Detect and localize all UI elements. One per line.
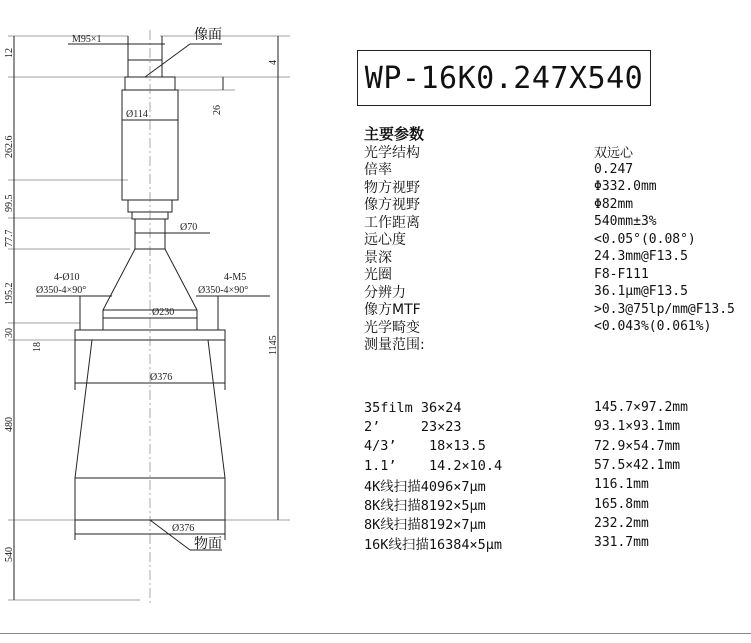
spec-row	[364, 161, 749, 179]
spec-label: 物方视野	[364, 179, 420, 196]
d70-label: Ø70	[180, 222, 198, 233]
sensor-row	[364, 417, 749, 436]
sensor-row	[364, 533, 749, 552]
model-title-box	[357, 50, 651, 106]
spec-label: 光学畸变	[364, 319, 420, 336]
d376-bottom-label: Ø376	[172, 523, 195, 534]
dim-26: 26	[212, 105, 223, 115]
spec-row	[364, 318, 749, 336]
d114-label: Ø114	[126, 109, 148, 120]
spec-value: 24.3mm@F13.5	[594, 249, 688, 265]
holes-right-a: 4-M5	[224, 272, 247, 283]
spec-row	[364, 336, 749, 354]
dim-18: 18	[32, 342, 43, 352]
spec-value: 0.247	[594, 161, 634, 177]
spec-value: 双远心	[594, 146, 634, 162]
dim-77-7: 77.7	[4, 229, 15, 247]
sensor-row	[364, 398, 749, 417]
holes-left-leader	[36, 296, 112, 330]
sensor-table	[364, 398, 749, 552]
spec-table	[364, 126, 749, 353]
dim-195-2: 195.2	[4, 282, 15, 305]
spec-label: 像方MTF	[364, 302, 421, 319]
spec-value: >0.3@75lp/mm@F13.5	[594, 301, 735, 317]
holes-left-a: 4-Ø10	[54, 272, 80, 283]
spec-value: F8-F111	[594, 266, 649, 282]
sensor-row	[364, 456, 749, 475]
sensor-row	[364, 437, 749, 456]
bottom-divider	[0, 633, 751, 634]
spec-row	[364, 178, 749, 196]
spec-label: 光学结构	[364, 144, 420, 161]
spec-value: Φ82mm	[594, 196, 634, 212]
sensor-field: 331.7mm	[594, 535, 649, 551]
spec-label: 分辨力	[364, 284, 406, 301]
spec-value: <0.05°(0.08°)	[594, 231, 696, 247]
spec-row	[364, 248, 749, 266]
spec-label: 光圈	[364, 267, 392, 284]
lens-outline-drawing	[0, 0, 340, 643]
sensor-name: 2’ 23×23	[364, 418, 462, 435]
spec-row	[364, 231, 749, 249]
dim-480: 480	[4, 417, 15, 432]
spec-value: Φ332.0mm	[594, 179, 657, 195]
sensor-row	[364, 475, 749, 494]
sensor-name: 1.1’ 14.2×10.4	[364, 457, 503, 474]
spec-label: 远心度	[364, 232, 406, 249]
sensor-field: 93.1×93.1mm	[594, 419, 681, 435]
d376-top-label: Ø376	[150, 372, 173, 383]
dim-99-5: 99.5	[4, 194, 15, 212]
spec-row	[364, 301, 749, 319]
sensor-field: 232.2mm	[594, 515, 649, 531]
sensor-name: 16K线扫描16384×5μm	[364, 536, 503, 553]
dim-540: 540	[4, 547, 15, 562]
sensor-name: 4/3’ 18×13.5	[364, 438, 486, 455]
dim-262-6: 262.6	[4, 135, 15, 158]
sensor-name: 8K线扫描8192×5μm	[364, 498, 486, 515]
spec-value: 540mm±3%	[594, 214, 657, 230]
spec-heading: 主要参数	[364, 125, 425, 143]
spec-label: 测量范围:	[364, 337, 425, 354]
sensor-row	[364, 494, 749, 513]
object-plane-label: 物面	[194, 536, 222, 552]
spec-label: 像方视野	[364, 197, 420, 214]
sensor-field: 72.9×54.7mm	[594, 438, 681, 454]
holes-right-b: Ø350-4×90°	[198, 285, 249, 296]
dim-30: 30	[4, 328, 15, 338]
sensor-row	[364, 514, 749, 533]
spec-label: 倍率	[364, 162, 392, 179]
sensor-field: 165.8mm	[594, 496, 649, 512]
d230-label: Ø230	[152, 307, 175, 318]
sensor-name: 8K线扫描8192×7μm	[364, 517, 486, 534]
spec-value: <0.043%(0.061%)	[594, 319, 712, 335]
image-plane-label: 像面	[194, 27, 222, 43]
sensor-name: 35film 36×24	[364, 399, 462, 416]
left-dimension-labels	[4, 48, 43, 562]
thread-label: M95×1	[72, 34, 102, 45]
spec-row	[364, 283, 749, 301]
spec-row	[364, 266, 749, 284]
dim-4: 4	[268, 60, 279, 65]
spec-label: 工作距离	[364, 214, 420, 231]
sensor-field: 57.5×42.1mm	[594, 458, 681, 474]
holes-left-b: Ø350-4×90°	[36, 285, 87, 296]
dim-1145: 1145	[268, 335, 279, 355]
sensor-name: 4K线扫描4096×7μm	[364, 478, 486, 495]
spec-row	[364, 143, 749, 161]
sensor-field: 116.1mm	[594, 477, 649, 493]
dim-12: 12	[4, 48, 15, 58]
model-title: WP-16K0.247X540	[364, 60, 644, 96]
spec-value: 36.1μm@F13.5	[594, 284, 688, 300]
spec-row	[364, 196, 749, 214]
sensor-field: 145.7×97.2mm	[594, 400, 688, 416]
spec-label: 景深	[364, 249, 392, 266]
holes-right-leader	[196, 296, 270, 330]
spec-row	[364, 213, 749, 231]
